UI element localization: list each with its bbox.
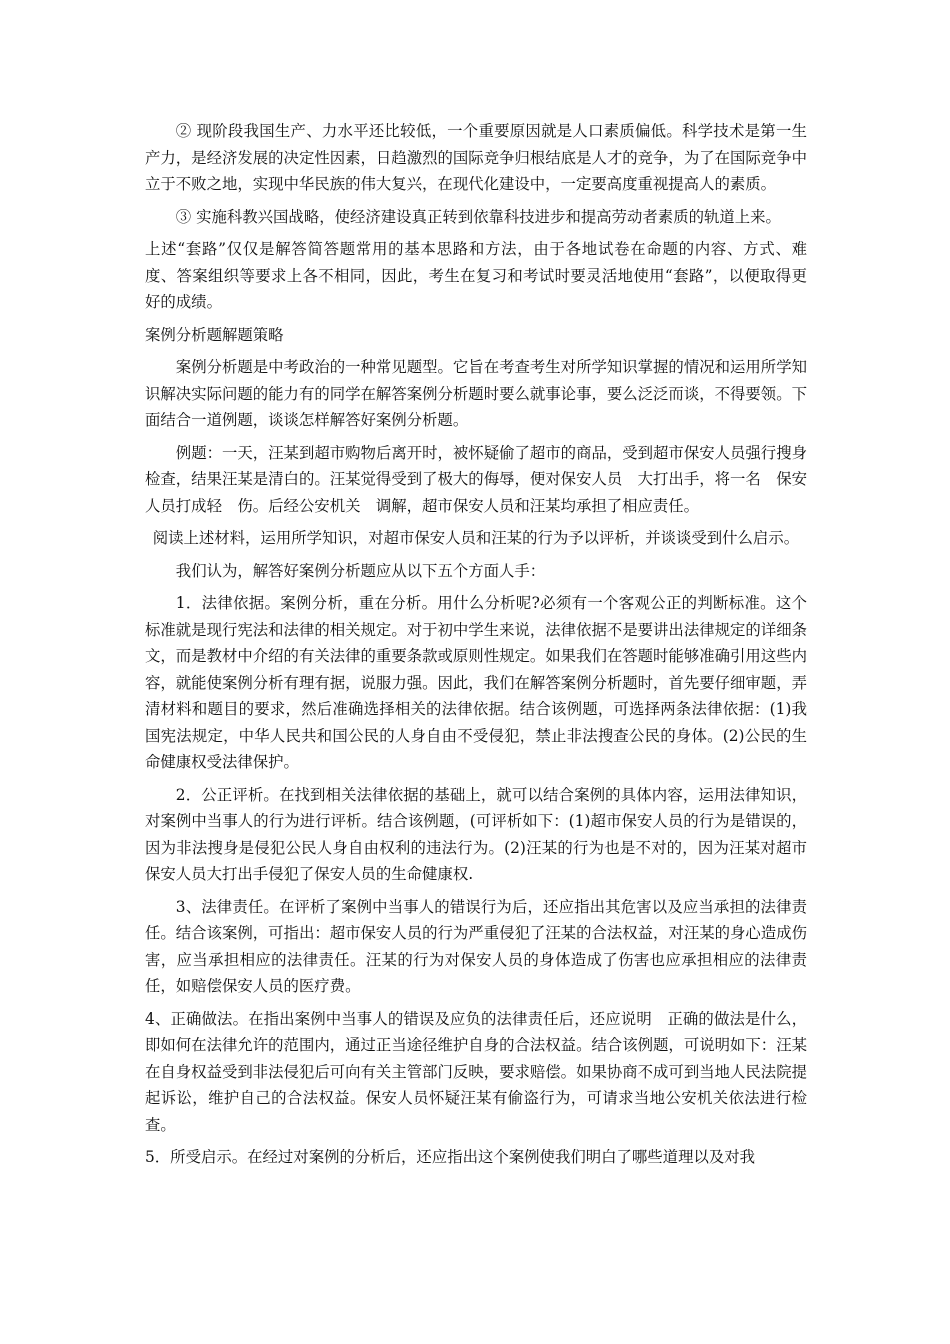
paragraph-legal-basis: 1．法律依据。案例分析，重在分析。用什么分析呢?必须有一个客观公正的判断标准。这个标准就是现行宪法和法律的相关规定。对于初中学生来说，法律依据不是要讲出法律规定的详细条文，而是教材中介绍的有关法律的重要条款或原则性规定。如果我们在答题时能够准确引用这些内容，就能使案例分析有理有据，说服力强。因此，我们在解答案例分析题时，首先要仔细审题，弄清材料和题目的要求，然后准确选择相关的法律依据。结合该例题，可选择两条法律依据：(1)我国宪法规定，中华人民共和国公民的人身自由不受侵犯，禁止非法搜查公民的身体。(2)公民的生命健康权受法律保护。	[145, 594, 807, 771]
paragraph-summary: 上述“套路”仅仅是解答简答题常用的基本思路和方法，由于各地试卷在命题的内容、方式、难度、答案组织等要求上各不相同，因此，考生在复习和考试时要灵活地使用“套路”，以便取得更好的成绩。	[145, 240, 807, 311]
paragraph-example: 例题：一天，汪某到超市购物后离开时，被怀疑偷了超市的商品，受到超市保安人员强行搜身检查，结果汪某是清白的。汪某觉得受到了极大的侮辱，便对保安人员 大打出手，将一名 保安人员打成轻 伤。后经公安机关 调解，超市保安人员和汪某均承担了相应责任。	[145, 443, 807, 515]
paragraph-enlightenment: 5．所受启示。在经过对案例的分析后，还应指出这个案例使我们明白了哪些道理以及对我	[145, 1148, 756, 1166]
section-heading: 案例分析题解题策略	[145, 325, 284, 344]
paragraph-legal-liability: 3、法律责任。在评析了案例中当事人的错误行为后，还应指出其危害以及应当承担的法律责任。结合该案例，可指出：超市保安人员的行为严重侵犯了汪某的合法权益，对汪某的身心造成伤害，应当承担相应的法律责任。汪某的行为对保安人员的身体造成了伤害也应承担相应的法律责任，如赔偿保安人员的医疗费。	[145, 897, 807, 995]
document-body	[145, 118, 807, 1177]
paragraph-intro: 案例分析题是中考政治的一种常见题型。它旨在考查考生对所学知识掌握的情况和运用所学知识解决实际问题的能力有的同学在解答案例分析题时要么就事论事，要么泛泛而谈，不得要领。下面结合一道例题，谈谈怎样解答好案例分析题。	[145, 358, 807, 429]
paragraph-correct-approach: 4、正确做法。在指出案例中当事人的错误及应负的法律责任后，还应说明 正确的做法是什么，即如何在法律允许的范围内，通过正当途径维护自身的合法权益。结合该例题，可说明如下：汪某在自身权益受到非法侵犯后可向有关主管部门反映，要求赔偿。如果协商不成可到当地人民法院提起诉讼，维护自己的合法权益。保安人员怀疑汪某有偷盗行为，可请求当地公安机关依法进行检查。	[145, 1009, 807, 1134]
paragraph-point-3: ③ 实施科教兴国战略，使经济建设真正转到依靠科技进步和提高劳动者素质的轨道上来。	[175, 207, 781, 226]
paragraph-question: 阅读上述材料，运用所学知识，对超市保安人员和汪某的行为予以评析，并谈谈受到什么启示。	[152, 529, 800, 547]
paragraph-fair-analysis: 2．公正评析。在找到相关法律依据的基础上，就可以结合案例的具体内容，运用法律知识，对案例中当事人的行为进行评析。结合该例题，(可评析如下：(1)超市保安人员的行为是错误的，因为非法搜身是侵犯公民人身自由权利的违法行为。(2)汪某的行为也是不对的，因为汪某对超市保安人员大打出手侵犯了保安人员的生命健康权.	[145, 785, 807, 883]
paragraph-point-2: ② 现阶段我国生产、力水平还比较低，一个重要原因就是人口素质偏低。科学技术是第一生产力，是经济发展的决定性因素，日趋激烈的国际竞争归根结底是人才的竞争，为了在国际竞争中立于不败之地，实现中华民族的伟大复兴，在现代化建设中，一定要高度重视提高人的素质。	[145, 122, 807, 193]
paragraph-five-aspects: 我们认为，解答好案例分析题应从以下五个方面人手：	[175, 561, 546, 580]
